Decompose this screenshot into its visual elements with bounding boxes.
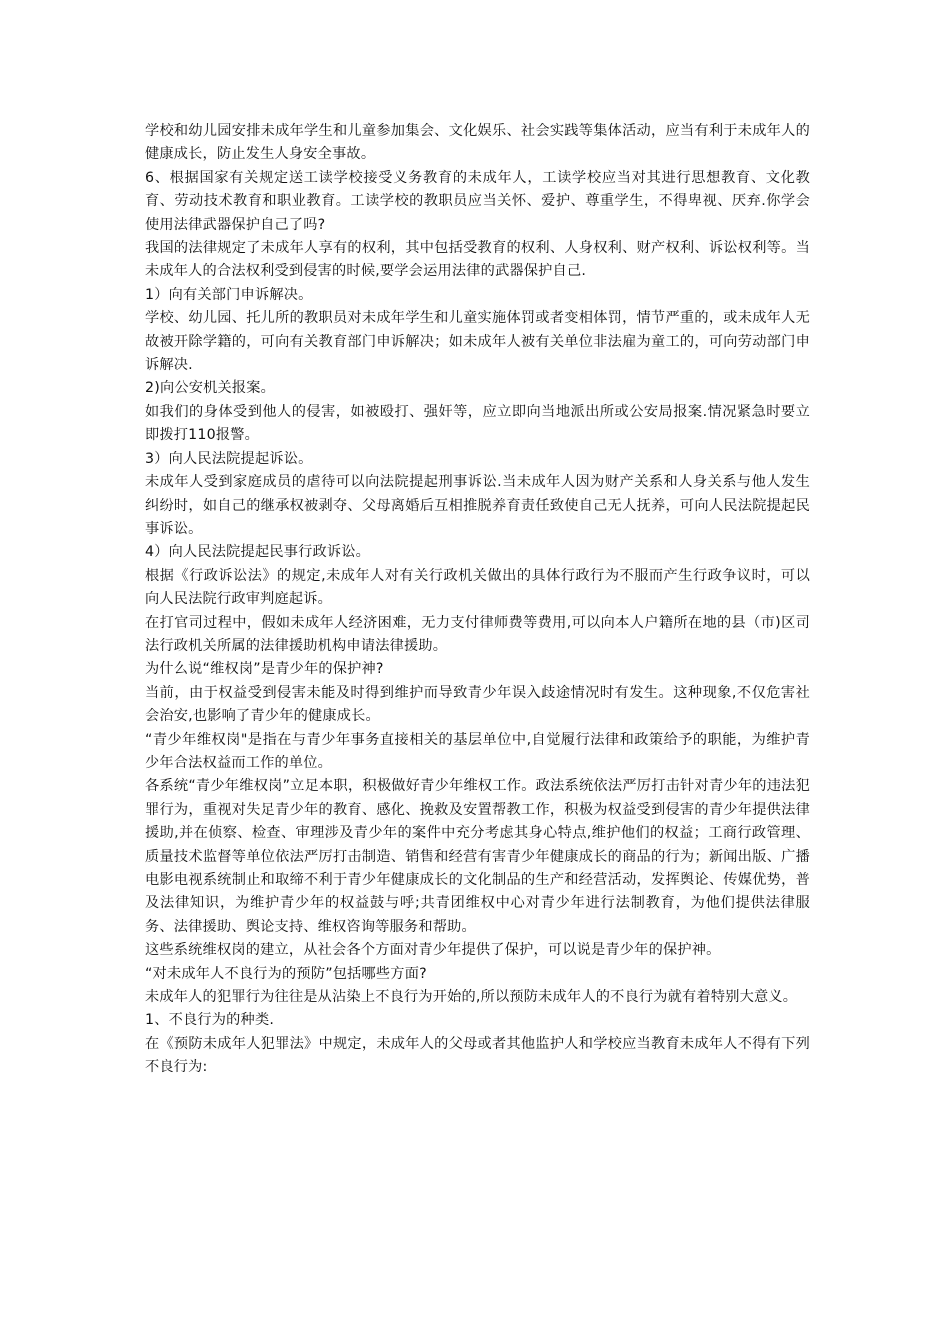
paragraph: 在《预防未成年人犯罪法》中规定，未成年人的父母或者其他监护人和学校应当教育未成年人不得有下列不良行为: — [145, 1035, 810, 1076]
question-heading: “对未成年人不良行为的预防”包括哪些方面? — [145, 965, 427, 982]
paragraph: 当前，由于权益受到侵害未能及时得到维护而导致青少年误入歧途情况时有发生。这种现象,不仅危害社会治安,也影响了青少年的健康成长。 — [145, 684, 810, 725]
paragraph: 未成年人受到家庭成员的虐待可以向法院提起刑事诉讼.当未成年人因为财产关系和人身关系与他人发生纠纷时，如自己的继承权被剥夺、父母离婚后互相推脱养育责任致使自己无人抚养，可向人民法院提起民事诉讼。 — [145, 474, 810, 537]
section-heading: 1、不良行为的种类. — [145, 1012, 275, 1029]
section-heading: 1）向有关部门申诉解决。 — [145, 286, 313, 303]
paragraph: 我国的法律规定了未成年人享有的权利，其中包括受教育的权利、人身权利、财产权利、诉讼权利等。当未成年人的合法权利受到侵害的时候,要学会运用法律的武器保护自己. — [145, 240, 810, 280]
paragraph: 学校和幼儿园安排未成年学生和儿童参加集会、文化娱乐、社会实践等集体活动，应当有利于未成年人的健康成长，防止发生人身安全事故。 — [145, 123, 810, 163]
paragraph: 这些系统维权岗的建立，从社会各个方面对青少年提供了保护，可以说是青少年的保护神。 — [145, 942, 721, 959]
section-heading: 4）向人民法院提起民事行政诉讼。 — [145, 544, 371, 561]
section-heading: 3）向人民法院提起诉讼。 — [145, 450, 313, 467]
document-page — [145, 120, 810, 1080]
paragraph: 各系统“青少年维权岗”立足本职，积极做好青少年维权工作。政法系统依法严厉打击针对青少年的违法犯罪行为，重视对失足青少年的教育、感化、挽救及安置帮教工作，积极为权益受到侵害的青少年提供法律援助,并在侦察、检查、审理涉及青少年的案件中充分考虑其身心特点,维护他们的权益；工商行政管理、质量技术监督等单位依法严厉打击制造、销售和经营有害青少年健康成长的商品的行为；新闻出版、广播电影电视系统制止和取缔不利于青少年健康成长的文化制品的生产和经营活动，发挥舆论、传媒优势，普及法律知识，为维护青少年的权益鼓与呼;共青团维权中心对青少年进行法制教育，为他们提供法律服务、法律援助、舆论支持、维权咨询等服务和帮助。 — [145, 778, 810, 935]
question-heading: 为什么说“维权岗”是青少年的保护神? — [145, 661, 384, 678]
paragraph: 根据《行政诉讼法》的规定,未成年人对有关行政机关做出的具体行政行为不服而产生行政争议时，可以向人民法院行政审判庭起诉。 — [145, 567, 810, 608]
paragraph: 6、根据国家有关规定送工读学校接受义务教育的未成年人，工读学校应当对其进行思想教育、文化教育、劳动技术教育和职业教育。工读学校的教职员应当关怀、爱护、尊重学生，不得卑视、厌弃.你学会使用法律武器保护自己了吗? — [145, 169, 810, 233]
paragraph: “青少年维权岗"是指在与青少年事务直接相关的基层单位中,自觉履行法律和政策给予的职能，为维护青少年合法权益而工作的单位。 — [145, 731, 810, 771]
section-heading: 2)向公安机关报案。 — [145, 380, 276, 397]
paragraph: 如我们的身体受到他人的侵害，如被殴打、强奸等，应立即向当地派出所或公安局报案.情况紧急时要立即拨打110报警。 — [145, 403, 810, 444]
paragraph: 未成年人的犯罪行为往往是从沾染上不良行为开始的,所以预防未成年人的不良行为就有着特别大意义。 — [145, 989, 798, 1006]
paragraph: 学校、幼儿园、托儿所的教职员对未成年学生和儿童实施体罚或者变相体罚，情节严重的，或未成年人无故被开除学籍的，可向有关教育部门申诉解决；如未成年人被有关单位非法雇为童工的，可向劳动部门申诉解决. — [145, 310, 810, 374]
paragraph: 在打官司过程中，假如未成年人经济困难，无力支付律师费等费用,可以向本人户籍所在地的县（市)区司法行政机关所属的法律援助机构申请法律援助。 — [145, 614, 810, 654]
